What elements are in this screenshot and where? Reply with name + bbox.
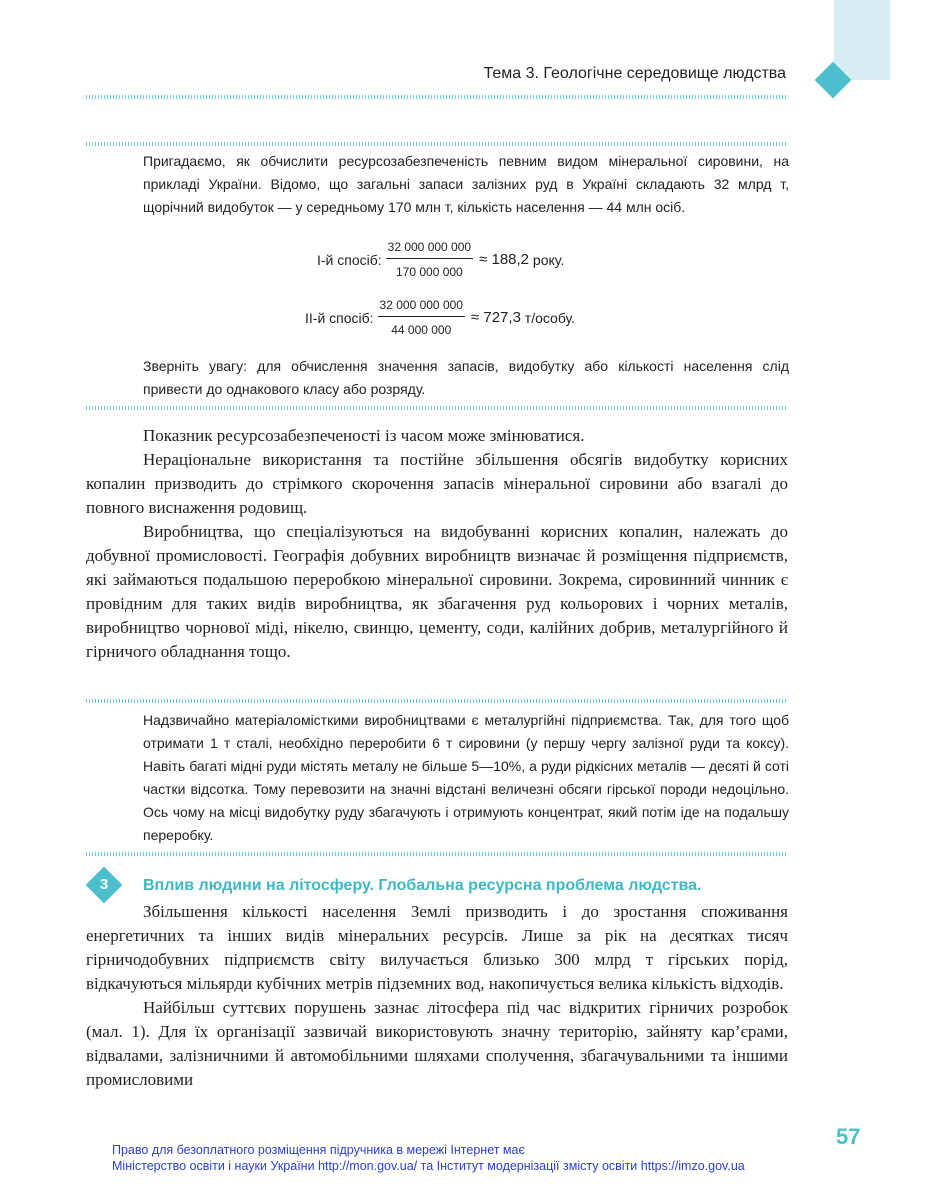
page-number: 57: [836, 1124, 861, 1149]
method-2-result: ≈ 727,3: [470, 309, 521, 326]
method-1-fraction: [386, 240, 473, 279]
metallurgy-box: [143, 709, 789, 847]
method-1-unit: року.: [532, 251, 565, 268]
paragraph-open-mining: Найбільш суттєвих порушень зазнає літосфера під час відкритих гірничих розробок (мал. 1). Для їх організації зазвичай використовують значну територію, зайняту кар’єрами, відвалами, залізничними й автомобільними шляхами сполучення, збагачувальними та іншими промисловими: [86, 998, 788, 1089]
formula-method-1: [317, 240, 564, 279]
footer-rights: [112, 1142, 832, 1174]
page-header-title: Тема 3. Геологічне середовище людства: [483, 65, 786, 82]
main-text-block-2: [86, 900, 788, 1092]
method-2-label: ІІ-й спосіб:: [305, 309, 374, 326]
method-1-result: ≈ 188,2: [479, 251, 530, 268]
calculation-intro-text: Пригадаємо, як обчислити ресурсозабезпеченість певним видом мінеральної сировини, на прикладі України. Відомо, що загальні запаси залізних руд в Україні складають 32 млрд т, щорічний видобуток — у середньому 170 млн т, кількість населення — 44 млн осіб.: [143, 153, 789, 215]
method-1-numerator: 32 000 000 000: [386, 240, 473, 259]
method-1-denominator: 170 000 000: [396, 265, 463, 279]
calculation-box-intro: [143, 150, 789, 219]
formula-method-2: [305, 298, 575, 337]
paragraph-population-growth: Збільшення кількості населення Землі призводить і до зростання споживання енергетичних та інших видів мінеральних ресурсів. Лише за рік на десятках тисяч гірничодобувних підприємств світу вилучається близько 300 млрд т гірських порід, відкачуються мільярди кубічних метрів підземних вод, накопичується велика кількість відходів.: [86, 902, 788, 993]
method-2-fraction: [378, 298, 465, 337]
paragraph-mining-industry: Виробництва, що спеціалізуються на видобуванні корисних копалин, належать до добувної промисловості. Географія добувних виробництв визначає й розміщення підприємств, які займаються подальшою переробкою мінеральної сировини. Зокрема, сировинний чинник є провідним для таких видів виробництва, як збагачення руд кольорових і чорних металів, виробництво чорнової міді, нікелю, свинцю, цементу, соди, калійних добрив, металургійного й гірничого обладнання тощо.: [86, 522, 788, 661]
metallurgy-text: Надзвичайно матеріаломісткими виробництвами є металургійні підприємства. Так, для того щоб отримати 1 т сталі, необхідно переробити 6 т сировини (у першу чергу залізної руди та коксу). Навіть багаті мідні руди містять металу не більше 5—10%, а руди рідкісних металів — десяті й соті частки відсотка. Тому перевозити на значні відстані величезні обсяги гірської породи недоцільно. Ось чому на місці видобутку руду збагачують і отримують концентрат, який потім іде на подальшу переробку.: [143, 712, 789, 843]
calculation-note: [143, 355, 789, 401]
paragraph-irrational-use: Нераціональне використання та постійне збільшення обсягів видобутку корисних копалин призводить до стрімкого скорочення запасів мінеральної сировини або взагалі до повного виснаження родовищ.: [86, 450, 788, 517]
box2-top-divider: [86, 699, 788, 703]
section-title: Вплив людини на літосферу. Глобальна ресурсна проблема людства.: [143, 877, 702, 894]
main-text-block-1: [86, 424, 788, 664]
box1-bottom-divider: [86, 406, 788, 410]
method-2-unit: т/особу.: [524, 309, 576, 326]
box1-top-divider: [86, 142, 788, 146]
method-1-label: І-й спосіб:: [317, 251, 382, 268]
calculation-note-text: Зверніть увагу: для обчислення значення запасів, видобутку або кількості населення слід привести до однакового класу або розряду.: [143, 358, 789, 397]
footer-line-1: Право для безоплатного розміщення підручника в мережі Інтернет має: [112, 1143, 525, 1157]
method-2-numerator: 32 000 000 000: [378, 298, 465, 317]
corner-tab: [834, 0, 890, 80]
footer-line-2: Міністерство освіти і науки України http://mon.gov.ua/ та Інститут модернізації змісту освіти https://imzo.gov.ua: [112, 1159, 745, 1173]
paragraph-resource-index: Показник ресурсозабезпеченості із часом може змінюватися.: [143, 426, 585, 445]
method-2-denominator: 44 000 000: [391, 323, 452, 337]
section-number: 3: [99, 876, 109, 893]
box2-bottom-divider: [86, 852, 788, 856]
header-divider: [86, 95, 788, 99]
